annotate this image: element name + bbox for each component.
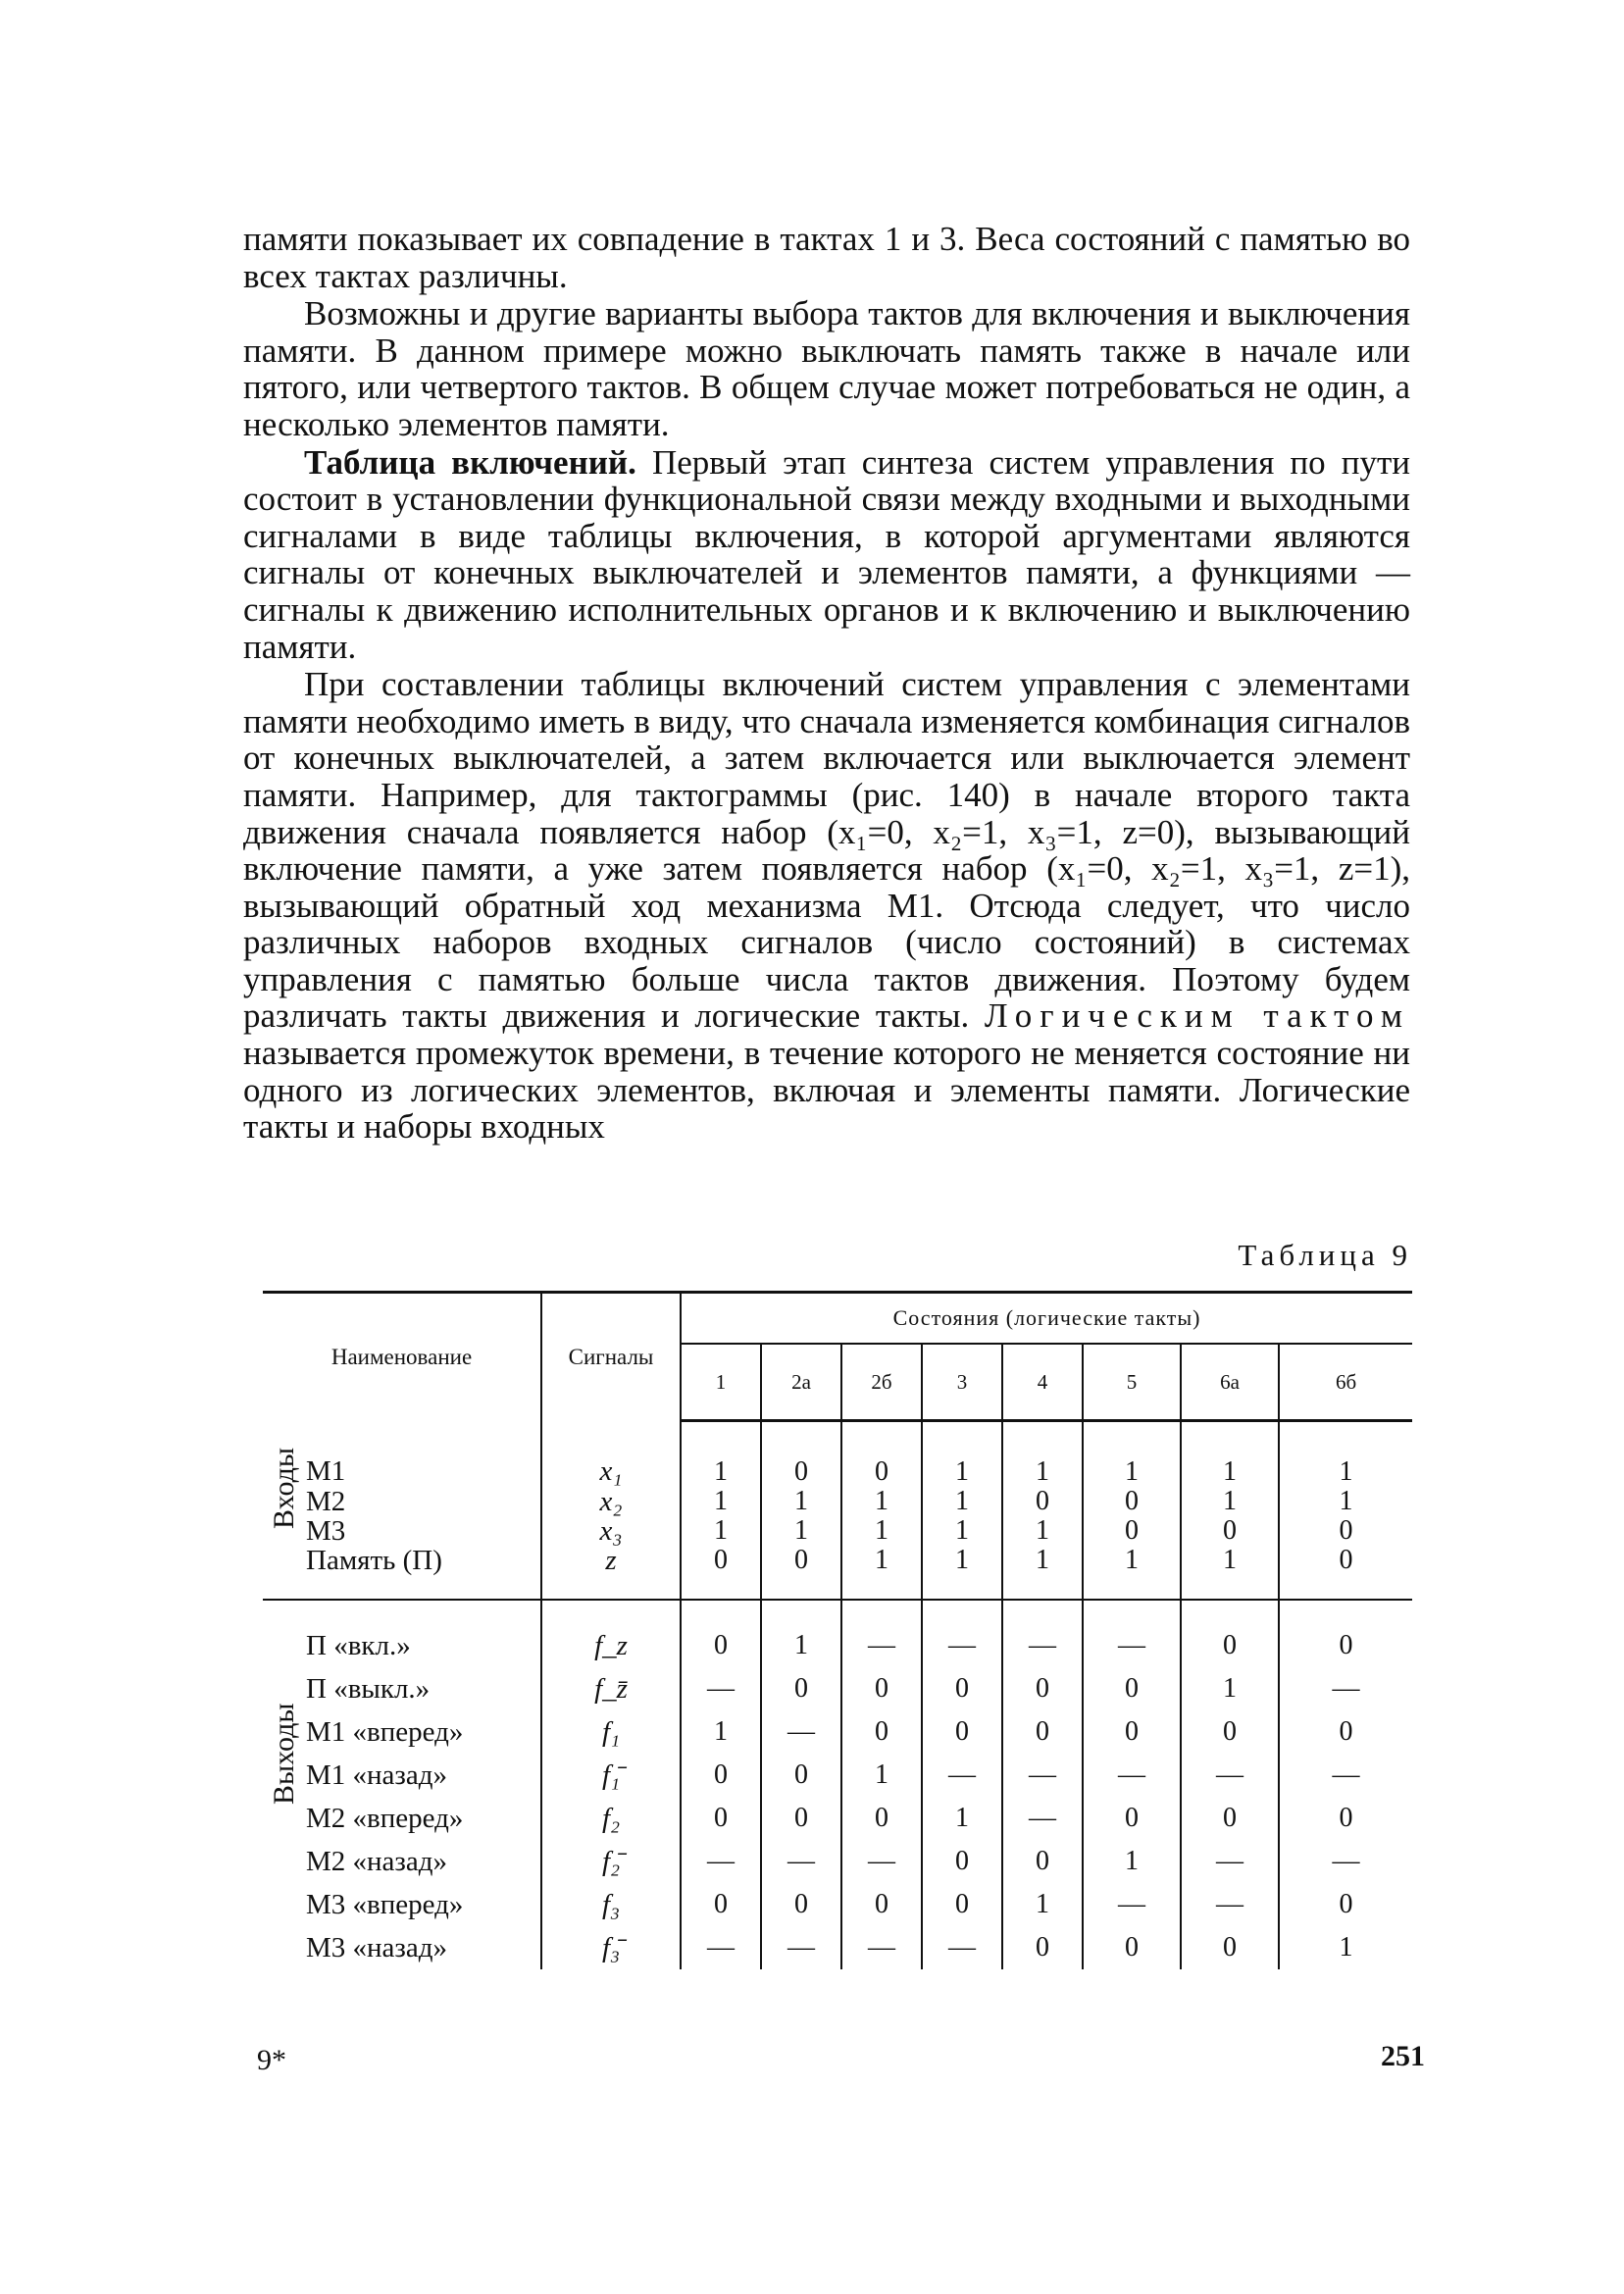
cell-value: 0 — [1002, 1667, 1083, 1710]
column-header: 2а — [761, 1344, 841, 1421]
cell-value: 0 — [1002, 1710, 1083, 1754]
cell-value: 0 — [761, 1797, 841, 1840]
cell-value: — — [761, 1710, 841, 1754]
cell-value: 0 — [681, 1883, 761, 1926]
cell-value: 1 — [1002, 1421, 1083, 1488]
cell-value: — — [681, 1926, 761, 1969]
paragraph-2: Возможны и другие варианты выбора тактов для включения и выключения памяти. В данном примере можно выключать память также в начале или пятого, или четвертого тактов. В общем случае может потребоваться не один, а несколько элементов памяти. — [243, 294, 1410, 443]
cell-value: 0 — [841, 1797, 922, 1840]
cell-value: — — [841, 1600, 922, 1667]
cell-value: 1 — [1181, 1421, 1279, 1488]
cell-value: — — [1002, 1797, 1083, 1840]
cell-value: — — [841, 1840, 922, 1883]
row-signal: f₂ — [541, 1797, 681, 1840]
cell-value: — — [681, 1667, 761, 1710]
paragraph-4-term: Логическим тактом — [984, 996, 1410, 1036]
body-text — [243, 221, 1410, 1146]
row-name: П «выкл.» — [306, 1667, 541, 1710]
signature-mark: 9* — [257, 2044, 286, 2076]
row-name: М2 — [306, 1487, 541, 1516]
cell-value: — — [1181, 1883, 1279, 1926]
row-name: П «вкл.» — [306, 1600, 541, 1667]
table-row — [263, 1600, 1412, 1667]
cell-value: 1 — [1181, 1667, 1279, 1710]
header-signals: Сигналы — [541, 1293, 681, 1421]
row-signal: f₃̄ — [541, 1926, 681, 1969]
header-states: Состояния (логические такты) — [681, 1293, 1412, 1345]
row-signal: f₃ — [541, 1883, 681, 1926]
cell-value: 1 — [1083, 1840, 1181, 1883]
page-number: 251 — [1381, 2040, 1425, 2072]
cell-value: 0 — [922, 1667, 1002, 1710]
cell-value: 0 — [1181, 1926, 1279, 1969]
cell-value: 0 — [922, 1883, 1002, 1926]
row-signal: x₁ — [541, 1421, 681, 1488]
table-row — [263, 1754, 1412, 1797]
row-name: М2 «вперед» — [306, 1797, 541, 1840]
cell-value: 0 — [841, 1667, 922, 1710]
row-signal: z — [541, 1546, 681, 1600]
cell-value: — — [1332, 1846, 1360, 1876]
column-header: 5 — [1083, 1344, 1181, 1421]
cell-value: 0 — [1339, 1889, 1353, 1919]
row-signal: f_z — [541, 1600, 681, 1667]
cell-value: 0 — [1339, 1545, 1353, 1575]
column-header: 1 — [681, 1344, 761, 1421]
table-body — [263, 1421, 1412, 1970]
inclusion-table — [263, 1291, 1412, 1969]
row-signal: f₂̄ — [541, 1840, 681, 1883]
cell-value: 1 — [681, 1487, 761, 1516]
cell-value: 0 — [1181, 1797, 1279, 1840]
inputs-group-label — [263, 1421, 306, 1601]
cell-value: 1 — [1339, 1486, 1353, 1516]
cell-value: 1 — [841, 1487, 922, 1516]
cell-value: 0 — [761, 1421, 841, 1488]
cell-value: 1 — [761, 1487, 841, 1516]
cell-value: 0 — [922, 1840, 1002, 1883]
cell-value: 0 — [841, 1883, 922, 1926]
table-row — [263, 1926, 1412, 1969]
cell-value: 0 — [1083, 1710, 1181, 1754]
cell-value: 0 — [1339, 1716, 1353, 1747]
cell-value: 1 — [922, 1516, 1002, 1546]
cell-value: 1 — [1002, 1546, 1083, 1600]
cell-value: 0 — [841, 1421, 922, 1488]
cell-value: 0 — [1339, 1515, 1353, 1546]
cell-value: 1 — [681, 1516, 761, 1546]
paragraph-4 — [243, 666, 1410, 1146]
cell-value: 1 — [841, 1546, 922, 1600]
paragraph-4-text-1: При составлении таблицы включений систем управления с элементами памяти необходимо иметь в виду, что сначала изменяется комбинация сигналов от конечных выключателей, а затем включается или выключается элемент памяти. Например, для тактограммы (рис. 140) в начале второго такта движения сначала появляется набор (x₁=0, x₂=1, x₃=1, z=0), вызывающий включение памяти, а уже затем появляется набор (x₁=0, x₂=1, x₃=1, z=1), вызывающий обратный ход механизма M1. Отсюда следует, что число различных наборов входных сигналов (число состояний) в системах управления с памятью больше числа тактов движения. Поэтому будем различать такты движения и логические такты. — [243, 665, 1410, 1036]
cell-value: 0 — [1002, 1487, 1083, 1516]
table-row — [263, 1840, 1412, 1883]
cell-value: 0 — [761, 1667, 841, 1710]
cell-value: — — [1181, 1840, 1279, 1883]
cell-value: 0 — [761, 1546, 841, 1600]
header-name: Наименование — [263, 1293, 541, 1421]
paragraph-4-text-2: называется промежуток времени, в течение которого не меняется состояние ни одного из логических элементов, включая и элементы памяти. Логические такты и наборы входных — [243, 1034, 1410, 1147]
column-header: 2б — [841, 1344, 922, 1421]
column-header: 3 — [922, 1344, 1002, 1421]
table-row — [263, 1516, 1412, 1546]
cell-value: 1 — [1181, 1546, 1279, 1600]
row-signal: f₁̄ — [541, 1754, 681, 1797]
cell-value: 0 — [1181, 1516, 1279, 1546]
cell-value: 1 — [1083, 1421, 1181, 1488]
cell-value: 1 — [1339, 1932, 1353, 1963]
cell-value: 1 — [1002, 1883, 1083, 1926]
row-name: М3 «вперед» — [306, 1883, 541, 1926]
column-header: 6б — [1279, 1344, 1412, 1421]
row-name: М2 «назад» — [306, 1840, 541, 1883]
cell-value: 1 — [841, 1516, 922, 1546]
cell-value: — — [1083, 1754, 1181, 1797]
cell-value: 1 — [922, 1546, 1002, 1600]
table-row — [263, 1883, 1412, 1926]
cell-value: 0 — [1279, 1600, 1412, 1667]
cell-value: 0 — [681, 1754, 761, 1797]
row-name: Память (П) — [306, 1546, 541, 1600]
cell-value: 1 — [1002, 1516, 1083, 1546]
cell-value: 0 — [681, 1797, 761, 1840]
column-header: 4 — [1002, 1344, 1083, 1421]
table-caption: Таблица 9 — [1238, 1238, 1412, 1272]
cell-value: — — [1332, 1673, 1360, 1704]
row-signal: x₃ — [541, 1516, 681, 1546]
table-row — [263, 1421, 1412, 1488]
cell-value: 0 — [1002, 1926, 1083, 1969]
cell-value: — — [1083, 1600, 1181, 1667]
cell-value: — — [922, 1926, 1002, 1969]
cell-value: 1 — [1181, 1487, 1279, 1516]
cell-value: — — [922, 1600, 1002, 1667]
cell-value: — — [1332, 1759, 1360, 1790]
paragraph-3 — [243, 444, 1410, 666]
cell-value: 0 — [922, 1710, 1002, 1754]
cell-value: — — [1181, 1754, 1279, 1797]
cell-value: — — [761, 1840, 841, 1883]
outputs-group-label — [263, 1600, 306, 1969]
cell-value: 0 — [761, 1754, 841, 1797]
cell-value: — — [922, 1754, 1002, 1797]
cell-value: 1 — [922, 1487, 1002, 1516]
table-row — [263, 1546, 1412, 1600]
cell-value: 0 — [1083, 1926, 1181, 1969]
row-name: М1 «вперед» — [306, 1710, 541, 1754]
table-row — [263, 1487, 1412, 1516]
cell-value: — — [1002, 1600, 1083, 1667]
paragraph-3-text: Первый этап синтеза систем управления по пути состоит в установлении функциональной связи между входными и выходными сигналами в виде таблицы включения, в которой аргументами являются сигналы от конечных выключателей и элементов памяти, а функциями — сигналы к движению исполнительных органов и к включению и выключению памяти. — [243, 442, 1410, 666]
cell-value: 1 — [1083, 1546, 1181, 1600]
cell-value: 0 — [1083, 1797, 1181, 1840]
table-row — [263, 1667, 1412, 1710]
cell-value: 0 — [1083, 1667, 1181, 1710]
outputs-label-text: Выходы — [268, 1703, 300, 1805]
cell-value: 1 — [922, 1421, 1002, 1488]
cell-value: 1 — [761, 1516, 841, 1546]
cell-value: 0 — [681, 1600, 761, 1667]
column-header: 6а — [1181, 1344, 1279, 1421]
cell-value: 0 — [1002, 1840, 1083, 1883]
inputs-label-text: Входы — [268, 1448, 300, 1530]
cell-value: 1 — [922, 1797, 1002, 1840]
cell-value: 1 — [841, 1754, 922, 1797]
cell-value: — — [1083, 1883, 1181, 1926]
cell-value: — — [681, 1840, 761, 1883]
cell-value: 0 — [681, 1546, 761, 1600]
row-name: М1 — [306, 1421, 541, 1488]
row-name: М1 «назад» — [306, 1754, 541, 1797]
row-name: М3 «назад» — [306, 1926, 541, 1969]
cell-value: 0 — [1339, 1803, 1353, 1833]
cell-value: 0 — [761, 1883, 841, 1926]
cell-value: 1 — [681, 1421, 761, 1488]
paragraph-3-heading: Таблица включений. — [304, 442, 636, 482]
paragraph-1: памяти показывает их совпадение в тактах 1 и 3. Веса состояний с памятью во всех тактах различны. — [243, 220, 1410, 295]
row-name: М3 — [306, 1516, 541, 1546]
cell-value: — — [1002, 1754, 1083, 1797]
cell-value: 0 — [1083, 1487, 1181, 1516]
cell-value: 1 — [1339, 1456, 1353, 1487]
cell-value: 1 — [681, 1710, 761, 1754]
cell-value: 0 — [841, 1710, 922, 1754]
table-row — [263, 1710, 1412, 1754]
cell-value: — — [761, 1926, 841, 1969]
row-signal: f_z̄ — [541, 1667, 681, 1710]
cell-value: 0 — [1181, 1600, 1279, 1667]
row-signal: f₁ — [541, 1710, 681, 1754]
row-signal: x₂ — [541, 1487, 681, 1516]
table-row — [263, 1797, 1412, 1840]
cell-value: — — [841, 1926, 922, 1969]
cell-value: 0 — [1181, 1710, 1279, 1754]
cell-value: 0 — [1083, 1516, 1181, 1546]
cell-value: 1 — [761, 1600, 841, 1667]
